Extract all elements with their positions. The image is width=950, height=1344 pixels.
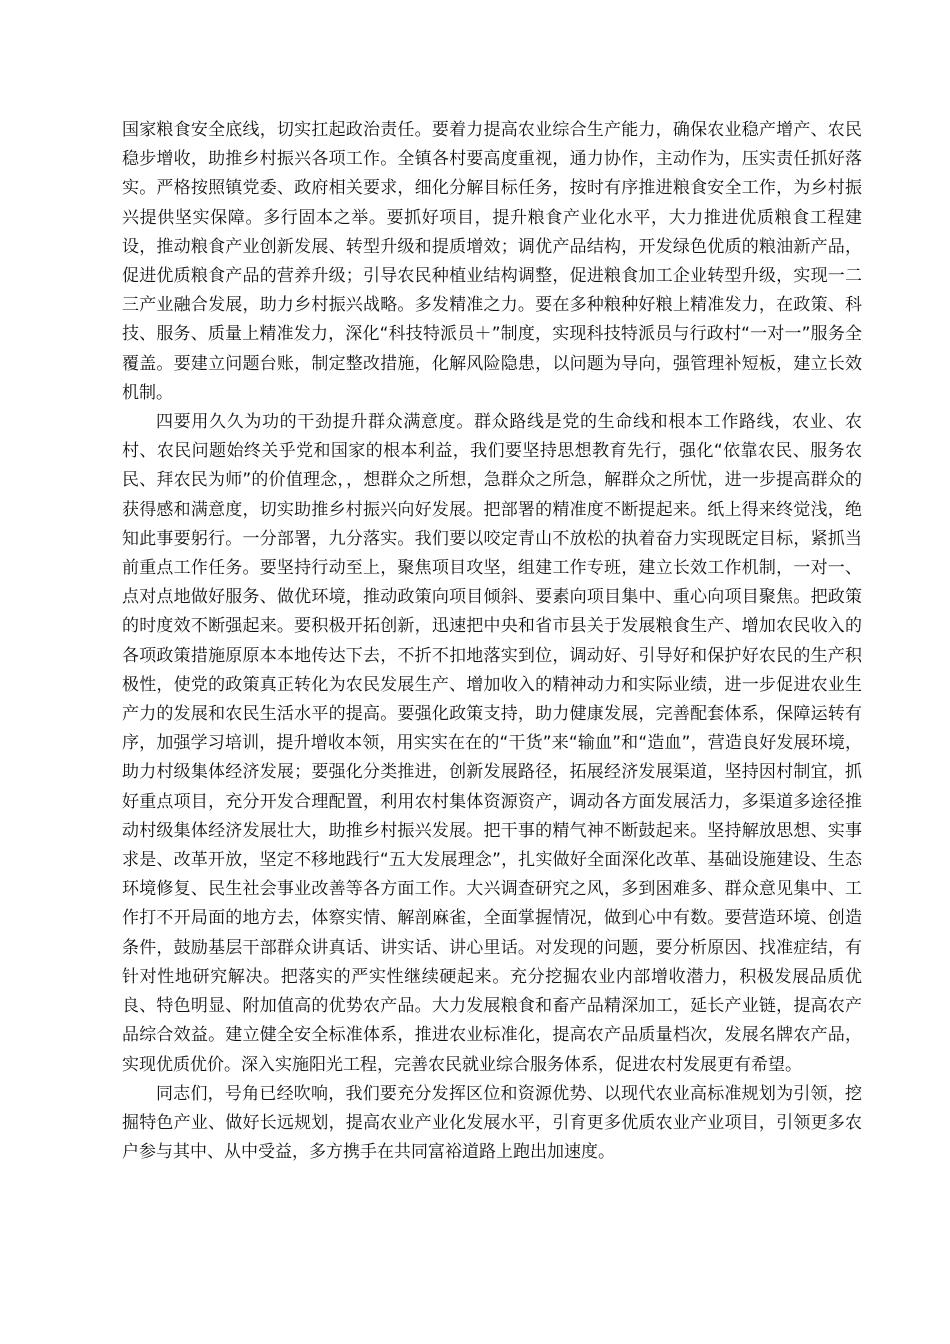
paragraph-four: 四要用久久为功的干劲提升群众满意度。群众路线是党的生命线和根本工作路线，农业、农村、农民问题始终关乎党和国家的根本利益，我们要坚持思想教育先行，强化“依靠农民、服务农民、拜农民为师”的价值理念，，想群众之所想，急群众之所急，解群众之所忧，进一步提高群众的获得感和满意度，切实助推乡村振兴向好发展。把部署的精准度不断提起来。纸上得来终觉浅，绝知此事要躬行。一分部署，九分落实。我们要以咬定青山不放松的执着奋力实现既定目标，紧抓当前重点工作任务。要坚持行动至上，聚焦项目攻坚，组建工作专班，建立长效工作机制，一对一、点对点地做好服务、做优环境，推动政策向项目倾斜、要素向项目集中、重心向项目聚焦。把政策的时度效不断强起来。要积极开拓创新，迅速把中央和省市县关于发展粮食生产、增加农民收入的各项政策措施原原本本地传达下去，不折不扣地落实到位，调动好、引导好和保护好农民的生产积极性，使党的政策真正转化为农民发展生产、增加收入的精神动力和实际业绩，进一步促进农业生产力的发展和农民生活水平的提高。要强化政策支持，助力健康发展，完善配套体系，保障运转有序，加强学习培训，提升增收本领，用实实在在的“干货”来“输血”和“造血”，营造良好发展环境，助力村级集体经济发展；要强化分类推进，创新发展路径，拓展经济发展渠道，坚持因村制宜，抓好重点项目，充分开发合理配置，利用农村集体资源资产，调动各方面发展活力，多渠道多途径推动村级集体经济发展壮大，助推乡村振兴发展。把干事的精气神不断鼓起来。坚持解放思想、实事求是、改革开放，坚定不移地践行“五大发展理念”，扎实做好全面深化改革、基础设施建设、生态环境修复、民生社会事业改善等各方面工作。大兴调查研究之风，多到困难多、群众意见集中、工作打不开局面的地方去，体察实情、解剖麻雀，全面掌握情况，做到心中有数。要营造环境、创造条件，鼓励基层干部群众讲真话、讲实话、讲心里话。对发现的问题，要分析原因、找准症结，有针对性地研究解决。把落实的严实性继续硬起来。充分挖掘农业内部增收潜力，积极发展品质优良、特色明显、附加值高的优势农产品。大力发展粮食和畜产品精深加工，延长产业链，提高农产品综合效益。建立健全安全标准体系，推进农业标准化，提高农产品质量档次，发展名牌农产品，实现优质优价。深入实施阳光工程，完善农民就业综合服务体系，促进农村发展更有希望。 — [122, 412, 862, 1075]
paragraph-continued: 国家粮食安全底线，切实扛起政治责任。要着力提高农业综合生产能力，确保农业稳产增产、农民稳步增收，助推乡村振兴各项工作。全镇各村要高度重视，通力协作，主动作为，压实责任抓好落实。严格按照镇党委、政府相关要求，细化分解目标任务，按时有序推进粮食安全工作，为乡村振兴提供坚实保障。多行固本之举。要抓好项目，提升粮食产业化水平，大力推进优质粮食工程建设，推动粮食产业创新发展、转型升级和提质增效；调优产品结构，开发绿色优质的粮油新产品，促进优质粮食产品的营养升级；引导农民种植业结构调整，促进粮食加工企业转型升级，实现一二三产业融合发展，助力乡村振兴战略。多发精准之力。要在多种粮种好粮上精准发力，在政策、科技、服务、质量上精准发力，深化“科技特派员＋”制度，实现科技特派员与行政村“一对一”服务全覆盖。要建立问题台账，制定整改措施，化解风险隐患，以问题为导向，强管理补短板，建立长效机制。 — [122, 120, 862, 403]
document-body — [122, 116, 862, 1167]
paragraph-closing: 同志们，号角已经吹响，我们要充分发挥区位和资源优势、以现代农业高标准规划为引领，挖掘特色产业、做好长远规划，提高农业产业化发展水平，引育更多优质农业产业项目，引领更多农户参与其中、从中受益，多方携手在共同富裕道路上跑出加速度。 — [122, 1083, 862, 1163]
